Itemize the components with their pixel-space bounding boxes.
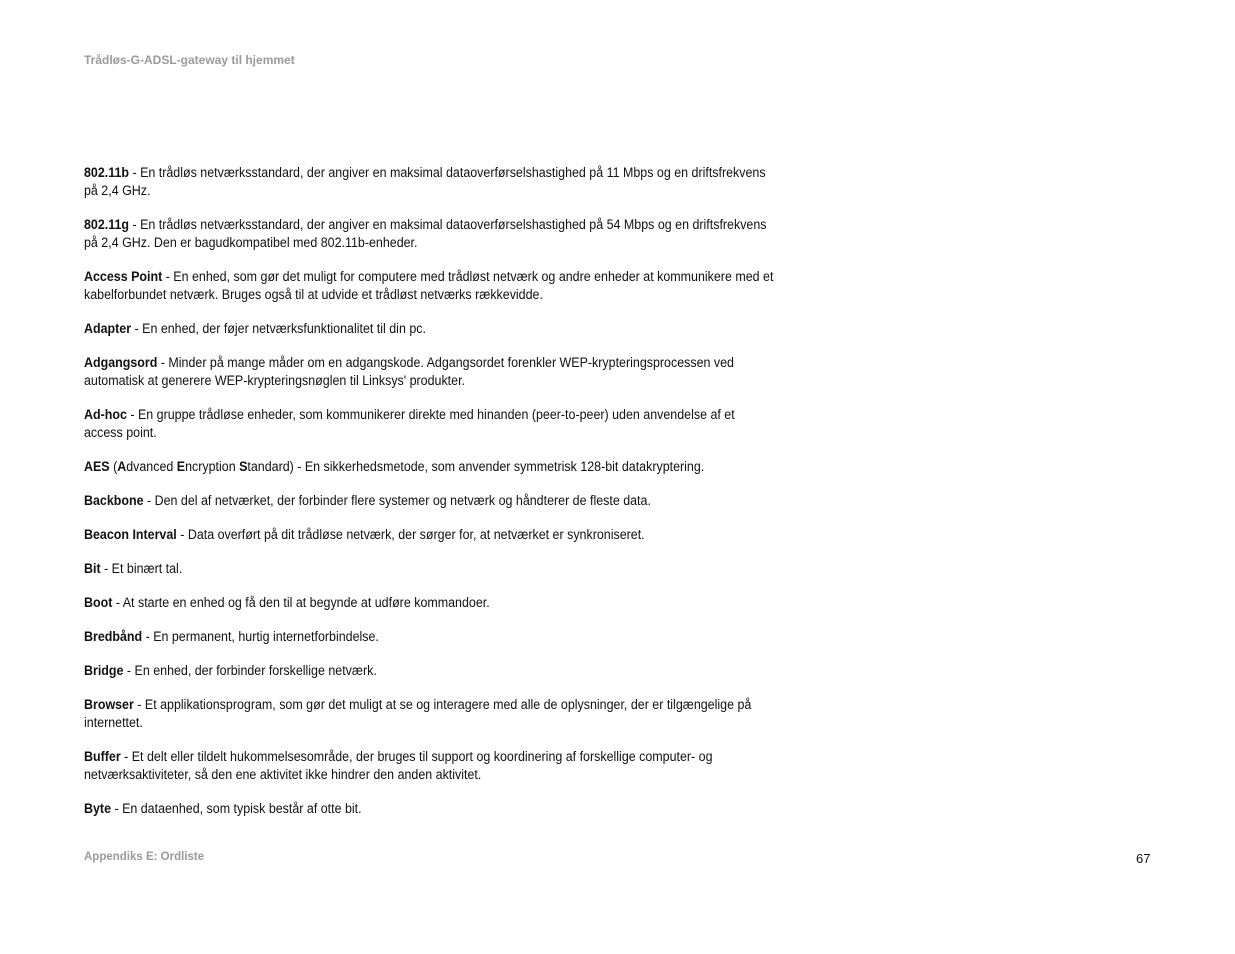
glossary-entry-bredbaand [84,628,777,646]
glossary-entry-bridge [84,662,777,680]
glossary-definition: - Et binært tal. [100,561,183,576]
glossary-entry-adgangsord [84,354,777,390]
glossary-term: Ad-hoc [84,407,127,422]
glossary-definition: - En trådløs netværksstandard, der angiver en maksimal dataoverførselshastighed på 11 Mbps og en driftsfrekvens på 2,4 GHz. [84,165,766,198]
glossary-term: Bredbånd [84,629,143,644]
glossary-term: AES [84,459,110,474]
glossary-entry-access-point [84,268,777,304]
glossary-entry-ad-hoc [84,406,777,442]
glossary-definition: - Et applikationsprogram, som gør det muligt at se og interagere med alle de oplysninger, der er tilgængelige på internettet. [84,697,752,730]
glossary-definition-part: S [239,459,248,474]
glossary-definition: - At starte en enhed og få den til at begynde at udføre kommandoer. [112,595,490,610]
glossary-definition: - Et delt eller tildelt hukommelsesområde, der bruges til support og koordinering af forskellige computer- og netværksaktiviteter, så den ene aktivitet ikke hindrer den anden aktivitet. [84,749,713,782]
glossary-definition: - En gruppe trådløse enheder, som kommunikerer direkte med hinanden (peer-to-peer) uden anvendelse af et access point. [84,407,735,440]
glossary-definition: - En dataenhed, som typisk består af otte bit. [110,801,362,816]
glossary-term: Bridge [84,663,124,678]
glossary-definition: - Minder på mange måder om en adgangskode. Adgangsordet forenkler WEP-krypteringsprocessen ved automatisk at generere WEP-krypteringsnøglen til Linksys' produkter. [84,355,734,388]
glossary-definition: - En enhed, der forbinder forskellige netværk. [123,663,377,678]
glossary-definition-part: E [176,459,186,474]
glossary-entry-boot [84,594,777,612]
glossary-term: Beacon Interval [84,527,177,542]
glossary-entry-802-11g [84,216,777,252]
glossary-term: Buffer [84,749,121,764]
glossary-definition-part: ( [109,459,118,474]
glossary-term: 802.11g [84,217,130,232]
glossary-definition: - En permanent, hurtig internetforbindelse. [142,629,379,644]
glossary-entry-backbone [84,492,777,510]
glossary-term: Browser [84,697,134,712]
glossary-entry-aes [84,458,777,476]
glossary-entry-bit [84,560,777,578]
glossary-term: Boot [84,595,113,610]
glossary-entry-adapter [84,320,777,338]
glossary-term: Access Point [84,269,163,284]
glossary-term: Adgangsord [84,355,158,370]
page-number: 67 [1136,851,1151,866]
glossary-definition-part: A [117,459,127,474]
glossary-term: Adapter [84,321,132,336]
glossary-definition-part: tandard) - En sikkerhedsmetode, som anvender symmetrisk 128-bit datakryptering. [247,459,705,474]
glossary-definition-part: dvanced [126,459,177,474]
glossary-definition: - Den del af netværket, der forbinder flere systemer og netværk og håndterer de fleste data. [143,493,651,508]
footer-section-title: Appendiks E: Ordliste [84,851,205,863]
glossary-term: Bit [84,561,101,576]
glossary-entry-802-11b [84,164,777,200]
glossary-entry-browser [84,696,777,732]
glossary-term: Backbone [84,493,144,508]
glossary-definition: - En trådløs netværksstandard, der angiver en maksimal dataoverførselshastighed på 54 Mbps og en driftsfrekvens på 2,4 GHz. Den er bagudkompatibel med 802.11b-enheder. [84,217,767,250]
glossary-definition: - En enhed, som gør det muligt for computere med trådløst netværk og andre enheder at kommunikere med et kabelforbundet netværk. Bruges også til at udvide et trådløst netværks rækkevidde. [84,269,774,302]
glossary-list [84,164,774,834]
glossary-definition-part: ncryption [185,459,240,474]
glossary-term: 802.11b [84,165,130,180]
glossary-entry-byte [84,800,777,818]
glossary-definition: - Data overført på dit trådløse netværk, der sørger for, at netværket er synkroniseret. [176,527,645,542]
glossary-definition: - En enhed, der føjer netværksfunktionalitet til din pc. [131,321,426,336]
running-header: Trådløs-G-ADSL-gateway til hjemmet [84,53,295,67]
glossary-entry-beacon-interval [84,526,777,544]
glossary-term: Byte [84,801,111,816]
glossary-entry-buffer [84,748,777,784]
